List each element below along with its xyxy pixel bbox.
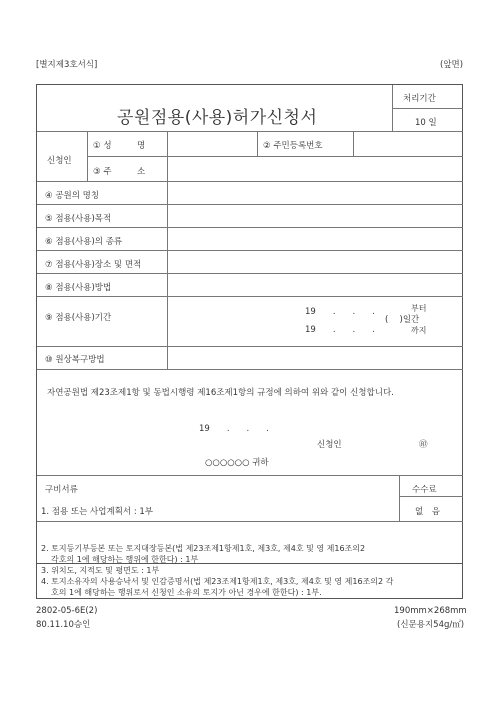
- period-label: ⑨ 점용(사용)기간: [45, 313, 112, 323]
- fee-value: 없 음: [415, 507, 440, 517]
- address-label: ③ 주 소: [93, 167, 146, 177]
- period-start: 19 . . .: [305, 307, 375, 317]
- document-item-3: 3. 위치도, 지적도 및 평면도 : 1부: [41, 566, 160, 575]
- addressee: ○○○○○○ 귀하: [205, 458, 269, 468]
- form-title: 공원점용(사용)허가신청서: [117, 108, 318, 128]
- signer-label: 신청인: [317, 440, 342, 450]
- documents-header: 구비서류: [45, 485, 78, 495]
- resident-number-label: ② 주민등록번호: [263, 141, 323, 151]
- statement-text: 자연공원법 제23조제1항 및 동법시행령 제16조제1항의 규정에 의하여 위와 같이 신청합니다.: [47, 388, 394, 398]
- paper-size: 190mm×268mm: [394, 606, 467, 616]
- processing-period-value: 10 일: [415, 118, 437, 128]
- application-form: [36, 84, 463, 597]
- document-item-1: 1. 점용 또는 사업계획서 : 1부: [41, 507, 154, 517]
- processing-period-label: 처리기간: [403, 94, 436, 104]
- name-label: ① 성 명: [93, 141, 146, 151]
- document-item-2: 2. 토지등기부등본 또는 토지대장등본(법 제23조제1항제1호, 제3호, 제4호 및 영 제16조의2: [41, 544, 366, 553]
- page-side-label: (앞면): [440, 60, 464, 70]
- restore-method-label: ⑩ 원상복구방법: [45, 355, 105, 365]
- form-code: 2802-05-6E(2): [36, 606, 98, 616]
- purpose-label: ⑤ 점용(사용)목적: [45, 214, 112, 224]
- period-end: 19 . . .: [305, 325, 375, 335]
- method-label: ⑧ 점용(사용)방법: [45, 283, 112, 293]
- paper-type: (신문용지54g/㎡): [397, 620, 465, 630]
- place-area-label: ⑦ 점용(사용)장소 및 면적: [45, 260, 142, 270]
- approval-date: 80.11.10승인: [36, 620, 91, 630]
- applicant-label: 신청인: [47, 156, 72, 166]
- statement-date: 19 . . .: [199, 424, 269, 434]
- document-item-4: 4. 토지소유자의 사용승낙서 및 인감증명서(법 제23조제1항제1호, 제3호, 제4호 및 영 제16조의2 각: [41, 577, 394, 586]
- seal-mark: ㊞: [419, 440, 428, 450]
- document-item-4-cont: 호의 1에 해당하는 행위로서 신청인 소유의 토지가 아닌 경우에 한한다) : 1부.: [51, 588, 322, 597]
- document-item-2-cont: 각호의 1에 해당하는 행위에 한한다) : 1부: [51, 555, 199, 564]
- fee-header: 수수료: [412, 485, 437, 495]
- period-from: 부터: [411, 304, 427, 313]
- type-label: ⑥ 점용(사용)의 종류: [45, 237, 123, 247]
- park-name-label: ④ 공원의 명칭: [45, 191, 100, 201]
- period-days: ( )일간: [385, 315, 420, 325]
- form-number: [별지제3호서식]: [36, 60, 98, 70]
- period-to: 까지: [411, 326, 427, 335]
